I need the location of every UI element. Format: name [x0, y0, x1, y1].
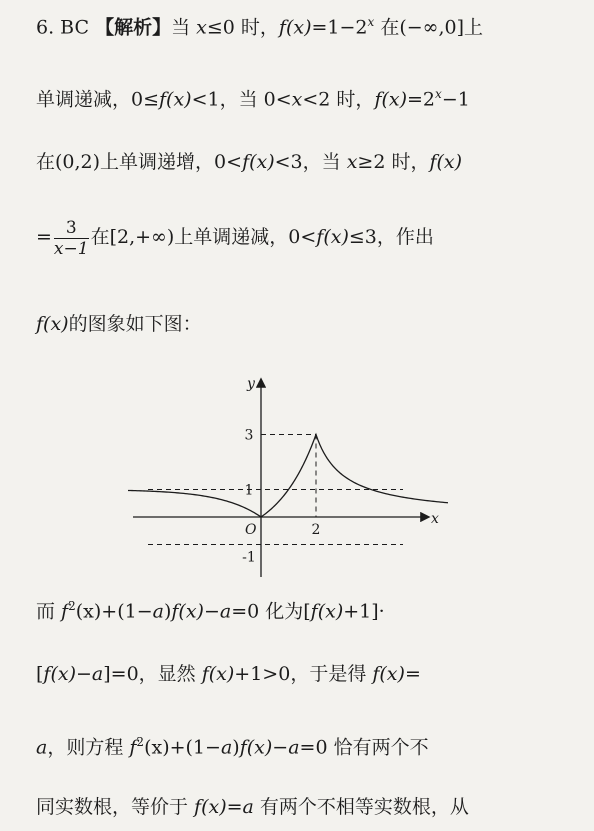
fraction-3-over-x-minus-1: $\frac{3}{x-1}$	[53, 217, 89, 259]
tick-label-neg1: -1	[242, 549, 256, 566]
text-line-3: 在(0,2)上单调递增，0<f(x)<3，当 x≥2 时，f(x)	[36, 151, 463, 173]
tick-label-2: 2	[311, 522, 321, 538]
function-curve	[128, 435, 448, 518]
y-axis-label: y	[247, 376, 255, 392]
origin-label: O	[245, 522, 257, 538]
text-line-2: 单调递减，0≤f(x)<1，当 0<x<2 时，$f(x)=2^x-1$	[36, 87, 470, 111]
text-line-1: 6. BC 【解析】当 x≤0 时，$f(x)=1-2^x$ 在(−∞,0]上	[36, 15, 484, 39]
tick-label-1: 1	[244, 482, 254, 499]
text-line-5: f(x)的图象如下图：	[36, 313, 202, 335]
analysis-tag: 【解析】	[95, 16, 172, 39]
x-axis-label: x	[431, 511, 439, 527]
text-line-9: 同实数根，等价于 f(x)=a 有两个不相等实数根，从	[36, 796, 469, 818]
function-graph	[128, 372, 448, 584]
text-line-4: = $\frac{3}{x-1}$ 在[2,+∞)上单调递减，0<f(x)≤3，作出	[36, 217, 434, 259]
text-line-6: 而 $f^2(x)+(1-a)f(x)-a=0$ 化为[f(x)+1]·	[36, 599, 385, 623]
question-number: 6. BC	[36, 16, 90, 39]
tick-label-3: 3	[244, 427, 254, 444]
text-line-7: [f(x)−a]=0，显然 f(x)+1>0，于是得 f(x)=	[36, 663, 421, 685]
text-line-8: a，则方程 $f^2(x)+(1-a)f(x)-a=0$ 恰有两个不	[36, 735, 429, 759]
